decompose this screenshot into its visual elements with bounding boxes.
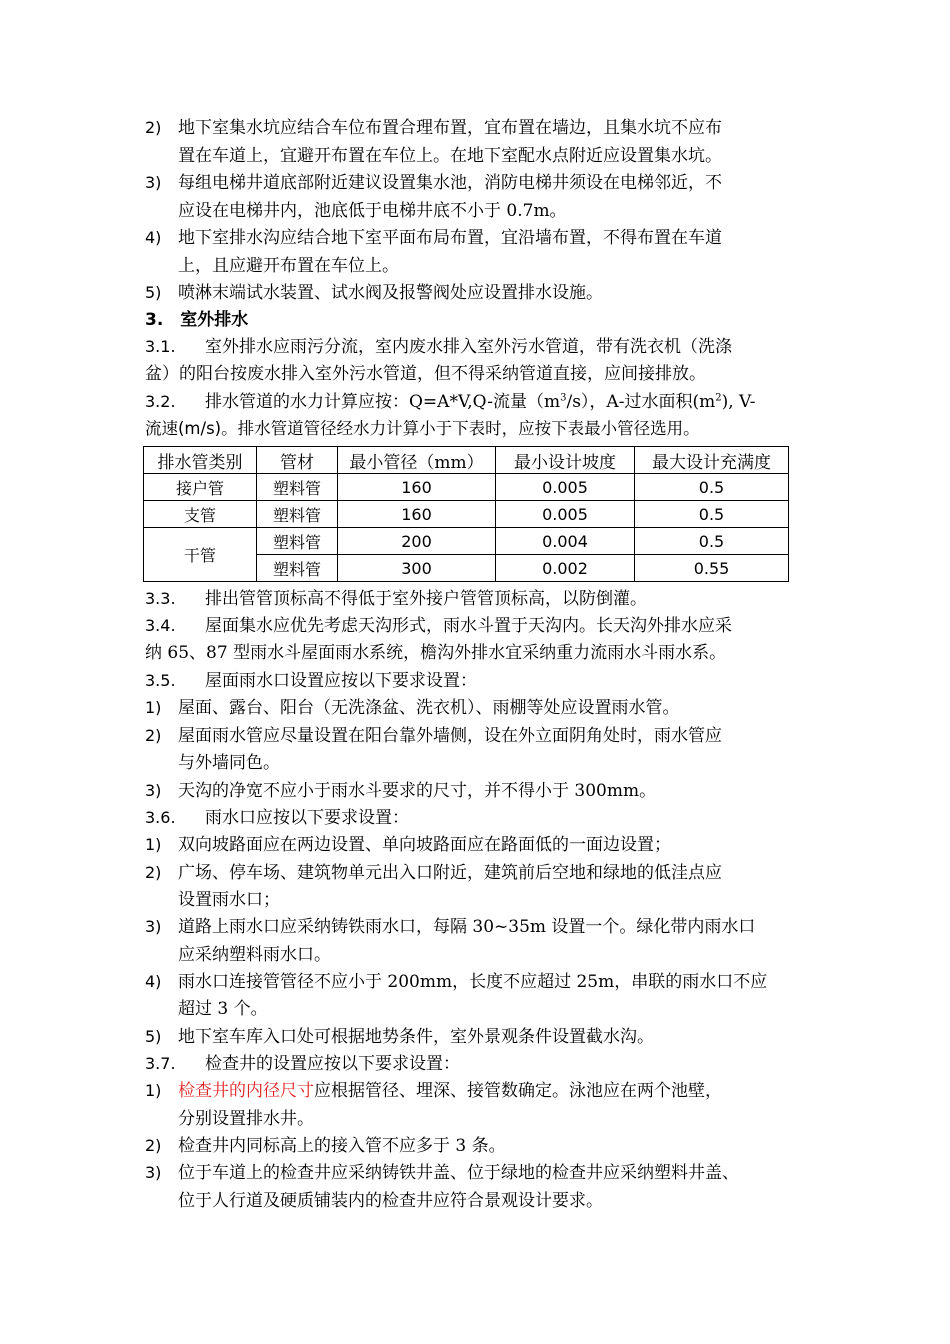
item-number: 3)	[145, 781, 162, 800]
clause-text: 雨水口应按以下要求设置：	[205, 808, 409, 828]
table-header-cell: 管材	[257, 447, 338, 474]
formula-text: 排水管道的水力计算应按：Q=A*V,Q-流量（m	[205, 392, 561, 412]
item-number: 4)	[145, 228, 162, 247]
item-text: 道路上雨水口应采纳铸铁雨水口，每隔 30~35m 设置一个。绿化带内雨水口	[178, 917, 756, 937]
item-text: 应设在电梯井内，池底低于电梯井底不小于 0.7m。	[178, 201, 567, 221]
superscript: 2	[715, 392, 722, 404]
clause-number: 3.5.	[145, 671, 176, 690]
item-number: 2)	[145, 1136, 162, 1155]
item-text: 双向坡路面应在两边设置、单向坡路面应在路面低的一面边设置；	[178, 835, 671, 855]
table-header-row	[144, 447, 789, 474]
clause-number: 3.6.	[145, 808, 176, 827]
table-cell: 0.004	[496, 528, 635, 555]
clause-text	[205, 391, 755, 413]
table-header-cell: 排水管类别	[144, 447, 257, 474]
item-number: 2)	[145, 863, 162, 882]
table-cell: 0.55	[635, 555, 789, 582]
formula-text: /s），A-过水面积(m	[566, 392, 716, 412]
clause-number: 3.1.	[145, 337, 176, 356]
item-number: 3)	[145, 1163, 162, 1182]
item-text: 位于人行道及硬质铺装内的检查井应符合景观设计要求。	[178, 1191, 603, 1211]
table-cell: 0.005	[496, 474, 635, 501]
item-text-rest: 应根据管径、埋深、接管数确定。泳池应在两个池壁，	[314, 1081, 722, 1101]
clause-text: 排出管管顶标高不得低于室外接户管管顶标高，以防倒灌。	[205, 589, 647, 609]
table-cell: 0.5	[635, 474, 789, 501]
superscript: 3	[560, 392, 567, 404]
item-number: 1)	[145, 698, 162, 717]
item-number: 3)	[145, 917, 162, 936]
table-header-cell: 最小设计坡度	[496, 447, 635, 474]
table-row	[144, 501, 789, 528]
clause-text: 检查井的设置应按以下要求设置：	[205, 1054, 460, 1074]
table-cell: 0.005	[496, 501, 635, 528]
table-cell: 160	[338, 501, 496, 528]
clause-text: 屋面雨水口设置应按以下要求设置：	[205, 671, 477, 691]
item-text: 设置雨水口；	[178, 890, 280, 910]
item-text: 与外墙同色。	[178, 753, 280, 773]
item-text: 喷淋末端试水装置、试水阀及报警阀处应设置排水设施。	[178, 283, 603, 303]
clause-text: 流速(m/s)。排水管道管径经水力计算小于下表时，应按下表最小管径选用。	[145, 419, 700, 438]
item-text: 应采纳塑料雨水口。	[178, 945, 331, 965]
table-cell: 160	[338, 474, 496, 501]
item-text: 屋面雨水管应尽量设置在阳台靠外墙侧，设在外立面阴角处时，雨水管应	[178, 726, 722, 746]
clause-text: 室外排水应雨污分流，室内废水排入室外污水管道，带有洗衣机（洗涤	[205, 337, 732, 357]
item-number: 1)	[145, 835, 162, 854]
table-cell: 0.5	[635, 501, 789, 528]
table-cell: 干管	[144, 528, 257, 582]
item-text: 地下室排水沟应结合地下室平面布局布置，宜沿墙布置，不得布置在车道	[178, 228, 722, 248]
item-number: 1)	[145, 1081, 162, 1100]
item-text: 地下室集水坑应结合车位布置合理布置，宜布置在墙边，且集水坑不应布	[178, 118, 722, 138]
table-cell: 塑料管	[257, 474, 338, 501]
item-text: 分别设置排水井。	[178, 1109, 314, 1129]
item-text: 上，且应避开布置在车位上。	[178, 256, 399, 276]
table-cell: 塑料管	[257, 501, 338, 528]
table-header-cell: 最小管径（mm）	[338, 447, 496, 474]
table-cell: 塑料管	[257, 555, 338, 582]
item-text: 雨水口连接管管径不应小于 200mm，长度不应超过 25m，串联的雨水口不应	[178, 972, 768, 992]
item-text: 超过 3 个。	[178, 999, 268, 1019]
item-text: 位于车道上的检查井应采纳铸铁井盖、位于绿地的检查井应采纳塑料井盖、	[178, 1163, 739, 1183]
table-row	[144, 474, 789, 501]
item-text: 每组电梯井道底部附近建议设置集水池，消防电梯井须设在电梯邻近，不	[178, 173, 722, 193]
table-cell: 200	[338, 528, 496, 555]
item-number: 5)	[145, 1027, 162, 1046]
item-number: 4)	[145, 972, 162, 991]
pipe-spec-table	[143, 446, 789, 582]
section-heading: 3. 室外排水	[145, 310, 249, 330]
item-number: 3)	[145, 173, 162, 192]
item-text: 天沟的净宽不应小于雨水斗要求的尺寸，并不得小于 300mm。	[178, 781, 657, 801]
clause-text: 屋面集水应优先考虑天沟形式，雨水斗置于天沟内。长天沟外排水应采	[205, 616, 732, 636]
item-text	[178, 1080, 722, 1102]
clause-number: 3.3.	[145, 589, 176, 608]
table-row	[144, 528, 789, 555]
table-cell: 支管	[144, 501, 257, 528]
item-number: 5)	[145, 283, 162, 302]
item-text: 检查井内同标高上的接入管不应多于 3 条。	[178, 1136, 506, 1156]
item-number: 2)	[145, 726, 162, 745]
table-header-cell: 最大设计充满度	[635, 447, 789, 474]
clause-number: 3.2.	[145, 392, 176, 411]
table-cell: 0.5	[635, 528, 789, 555]
item-number: 2)	[145, 118, 162, 137]
clause-text: 纳 65、87 型雨水斗屋面雨水系统，檐沟外排水宜采纳重力流雨水斗雨水系。	[145, 643, 727, 663]
table-cell: 0.002	[496, 555, 635, 582]
item-text: 地下室车库入口处可根据地势条件，室外景观条件设置截水沟。	[178, 1027, 654, 1047]
table-cell: 300	[338, 555, 496, 582]
table-cell: 接户管	[144, 474, 257, 501]
item-text: 广场、停车场、建筑物单元出入口附近，建筑前后空地和绿地的低洼点应	[178, 863, 722, 883]
item-text: 置在车道上，宜避开布置在车位上。在地下室配水点附近应设置集水坑。	[178, 146, 722, 166]
highlighted-term: 检查井的内径尺寸	[178, 1081, 314, 1101]
clause-number: 3.4.	[145, 616, 176, 635]
clause-text: 盆）的阳台按废水排入室外污水管道，但不得采纳管道直接，应间接排放。	[145, 364, 706, 384]
clause-number: 3.7.	[145, 1054, 176, 1073]
item-text: 屋面、露台、阳台（无洗涤盆、洗衣机）、雨棚等处应设置雨水管。	[178, 698, 680, 718]
table-cell: 塑料管	[257, 528, 338, 555]
formula-text: ), V-	[721, 392, 756, 412]
